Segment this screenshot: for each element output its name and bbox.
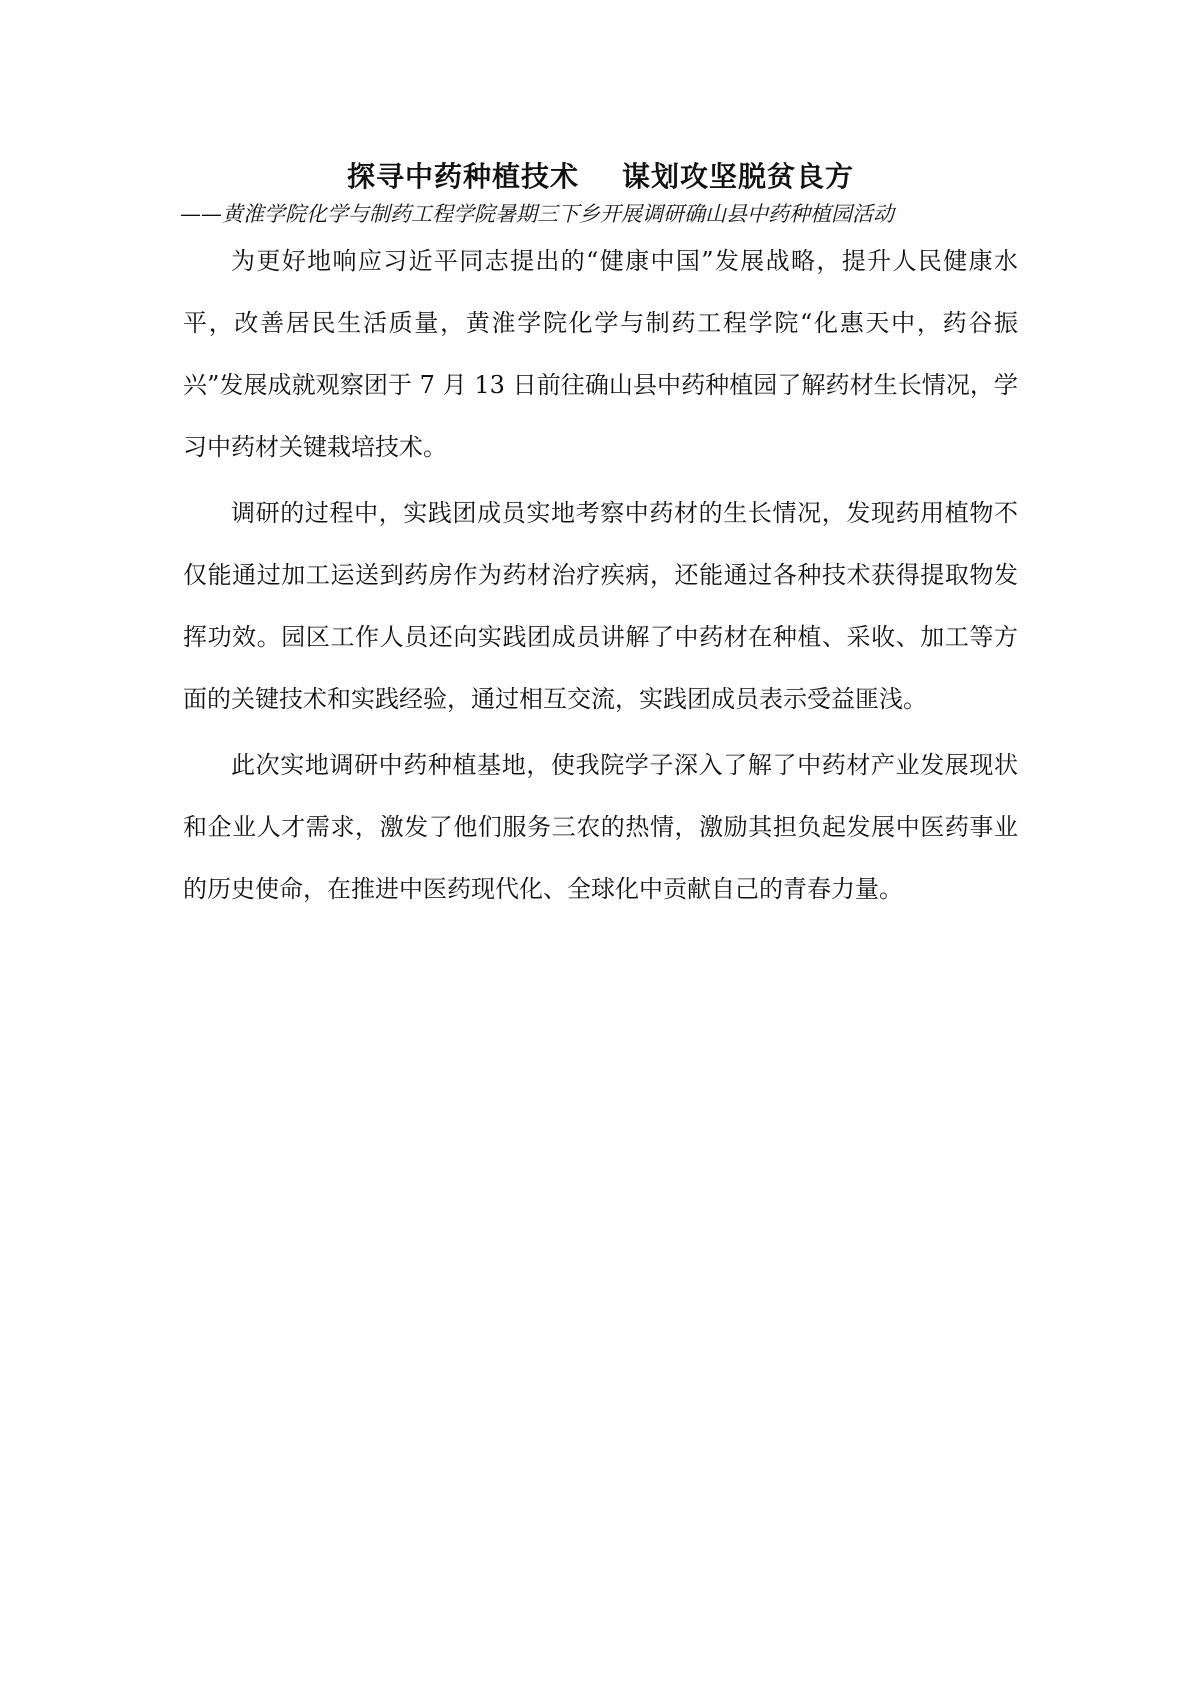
paragraph: 此次实地调研中药种植基地，使我院学子深入了解了中药材产业发展现状和企业人才需求，激发了他们服务三农的热情，激励其担负起发展中医药事业的历史使命，在推进中医药现代化、全球化中贡献自己的青春力量。 bbox=[183, 751, 1018, 903]
document-content bbox=[180, 152, 1018, 924]
paragraph: 调研的过程中，实践团成员实地考察中药材的生长情况，发现药用植物不仅能通过加工运送到药房作为药材治疗疾病，还能通过各种技术获得提取物发挥功效。园区工作人员还向实践团成员讲解了中药材在种植、采收、加工等方面的关键技术和实践经验，通过相互交流，实践团成员表示受益匪浅。 bbox=[183, 499, 1018, 713]
document-title: 探寻中药种植技术 谋划攻坚脱贫良方 bbox=[347, 160, 854, 193]
paragraph: 为更好地响应习近平同志提出的“健康中国”发展战略，提升人民健康水平，改善居民生活质量，黄淮学院化学与制药工程学院“化惠天中，药谷振兴”发展成就观察团于 7 月 13 日前往确山县中药种植园了解药材生长情况，学习中药材关键栽培技术。 bbox=[183, 247, 1018, 461]
document-body bbox=[183, 230, 1018, 920]
document-subtitle: ——黄淮学院化学与制药工程学院暑期三下乡开展调研确山县中药种植园活动 bbox=[180, 202, 894, 226]
